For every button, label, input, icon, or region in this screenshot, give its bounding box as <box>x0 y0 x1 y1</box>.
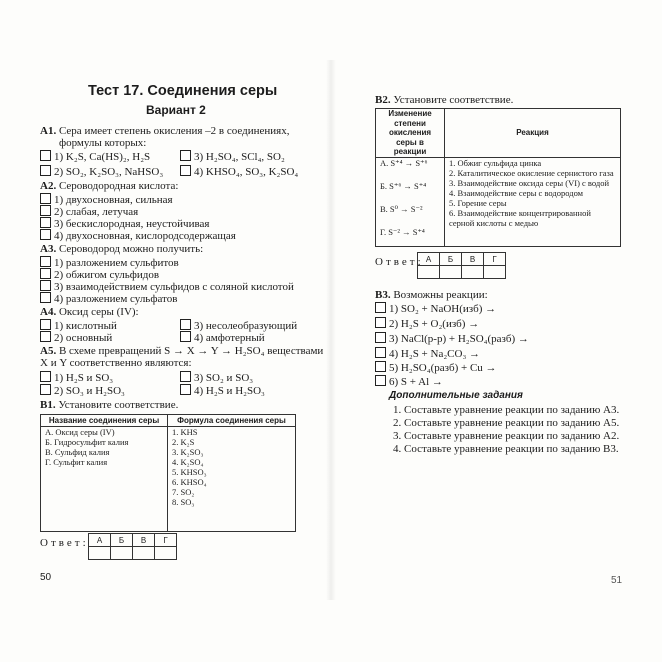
variant-label: Вариант 2 <box>146 103 206 117</box>
question-text-line1: В схеме превращений S → X → Y → H₂SO₄ веществами <box>58 345 324 357</box>
checkbox[interactable] <box>40 319 51 330</box>
list-item: В. S⁰ → S⁻² <box>380 203 423 214</box>
answer-cell[interactable] <box>462 266 484 279</box>
checkbox[interactable] <box>180 165 191 176</box>
option-a2-2[interactable]: 2) слабая, летучая <box>40 205 138 218</box>
checkbox[interactable] <box>375 302 386 313</box>
question-b3 <box>375 289 488 301</box>
option-a2-4[interactable]: 4) двухосновная, кислородсодержащая <box>40 229 236 242</box>
list-item: 2. K₂S <box>172 437 195 447</box>
b1-answer-grid[interactable] <box>88 533 177 560</box>
checkbox[interactable] <box>40 229 51 240</box>
option-a3-4[interactable]: 4) разложением сульфатов <box>40 292 177 305</box>
question-text: Сера имеет степень окисления –2 в соединениях, формулы которых: <box>58 125 290 149</box>
checkbox[interactable] <box>40 205 51 216</box>
option-a4-1[interactable]: 1) кислотный <box>40 319 117 332</box>
option-a3-2[interactable]: 2) обжигом сульфидов <box>40 268 159 281</box>
checkbox[interactable] <box>40 331 51 342</box>
checkbox[interactable] <box>375 375 386 386</box>
checkbox[interactable] <box>40 371 51 382</box>
b2-match-table <box>375 108 621 247</box>
list-item: А. S⁺⁴ → S⁺⁶ <box>380 157 428 168</box>
answer-col-header: В <box>462 253 484 266</box>
option-b3-2[interactable]: 2) H₂S + O₂(изб) → <box>375 317 479 330</box>
option-a4-3[interactable]: 3) несолеобразующий <box>180 319 297 332</box>
extra-task-4: 4. Составьте уравнение реакции по заданию В3. <box>393 443 619 455</box>
question-a5 <box>40 345 323 357</box>
checkbox[interactable] <box>180 371 191 382</box>
b1-match-table <box>40 414 296 532</box>
question-text: Установите соответствие. <box>393 94 514 106</box>
checkbox[interactable] <box>180 331 191 342</box>
answer-cell[interactable] <box>89 547 111 560</box>
checkbox[interactable] <box>40 217 51 228</box>
checkbox[interactable] <box>40 193 51 204</box>
b2-reactions-cell <box>445 157 621 246</box>
option-a3-3[interactable]: 3) взаимодействием сульфидов с соляной кислотой <box>40 280 294 293</box>
test-title: Тест 17. Соединения серы <box>88 83 278 99</box>
option-b3-4[interactable]: 4) H₂S + Na₂CO₃ → <box>375 347 480 360</box>
question-text: Сероводород можно получить: <box>58 243 204 255</box>
question-text: Установите соответствие. <box>58 399 179 411</box>
answer-col-header: Б <box>111 534 133 547</box>
b1-col1-header: Название соединения серы <box>41 415 168 427</box>
option-b3-1[interactable]: 1) SO₂ + NaOH(изб) → <box>375 302 496 315</box>
question-text: Возможны реакции: <box>393 289 488 301</box>
question-b1 <box>40 399 178 411</box>
option-a5-2[interactable]: 2) SO₃ и H₂SO₃ <box>40 384 125 397</box>
list-item: Г. Сульфит калия <box>45 457 108 467</box>
list-item: Г. S⁻² → S⁺⁴ <box>380 226 425 237</box>
option-a2-3[interactable]: 3) бескислородная, неустойчивая <box>40 217 209 230</box>
extra-task-3: 3. Составьте уравнение реакции по заданию А2. <box>393 430 620 442</box>
b1-names-cell <box>41 427 168 532</box>
answer-cell[interactable] <box>111 547 133 560</box>
option-a5-3[interactable]: 3) SO₂ и SO₃ <box>180 371 253 384</box>
list-item: 6. Взаимодействие концентрированной серной кислоты с медью <box>449 207 591 228</box>
b2-changes-cell <box>376 157 445 246</box>
question-a4 <box>40 306 139 318</box>
option-a2-1[interactable]: 1) двухосновная, сильная <box>40 193 173 206</box>
answer-cell[interactable] <box>155 547 177 560</box>
question-a2 <box>40 180 178 192</box>
option-b3-5[interactable]: 5) H₂SO₄(разб) + Cu → <box>375 361 497 374</box>
b2-col1-header: Изменение степени окисления серы в реакции <box>376 109 445 158</box>
option-a4-4[interactable]: 4) амфотерный <box>180 331 265 344</box>
option-b3-3[interactable]: 3) NaCl(р-р) + H₂SO₄(разб) → <box>375 332 529 345</box>
extra-task-2: 2. Составьте уравнение реакции по заданию А5. <box>393 417 620 429</box>
option-a4-2[interactable]: 2) основный <box>40 331 112 344</box>
list-item: 3. K₂SO₃ <box>172 447 204 457</box>
b2-answer-grid[interactable] <box>417 252 506 279</box>
extra-task-1: 1. Составьте уравнение реакции по заданию А3. <box>393 404 620 416</box>
question-number: А3. <box>40 243 57 255</box>
question-number: А5. <box>40 345 57 357</box>
list-item: 8. SO₃ <box>172 497 195 507</box>
option-a5-1[interactable]: 1) H₂S и SO₃ <box>40 371 113 384</box>
answer-cell[interactable] <box>418 266 440 279</box>
list-item: 2. Каталитическое окисление сернистого газа <box>449 167 614 178</box>
list-item: 1. Обжиг сульфида цинка <box>449 157 542 168</box>
b1-col2-header: Формула соединения серы <box>168 415 296 427</box>
list-item: 6. KHSO₄ <box>172 477 207 487</box>
list-item: 4. Взаимодействие серы с водородом <box>449 187 584 198</box>
b1-answer-label: Ответ: <box>40 537 89 549</box>
list-item: 1. KHS <box>172 427 198 437</box>
option-a1-4[interactable]: 4) KHSO₄, SO₃, K₂SO₄ <box>180 165 298 178</box>
checkbox[interactable] <box>375 361 386 372</box>
question-number: А2. <box>40 180 57 192</box>
question-a1 <box>40 125 311 149</box>
list-item: Б. S⁺⁶ → S⁺⁴ <box>380 180 427 191</box>
checkbox[interactable] <box>40 268 51 279</box>
checkbox[interactable] <box>40 256 51 267</box>
answer-cell[interactable] <box>133 547 155 560</box>
list-item: 7. SO₂ <box>172 487 195 497</box>
checkbox[interactable] <box>40 292 51 303</box>
option-a3-1[interactable]: 1) разложением сульфитов <box>40 256 179 269</box>
option-a1-1[interactable]: 1) K₂S, Ca(HS)₂, H₂S <box>40 150 150 163</box>
answer-col-header: Г <box>155 534 177 547</box>
question-number: В2. <box>375 94 391 106</box>
answer-col-header: Г <box>484 253 506 266</box>
question-number: А1. <box>40 125 57 137</box>
question-a3 <box>40 243 203 255</box>
checkbox[interactable] <box>180 150 191 161</box>
checkbox[interactable] <box>40 384 51 395</box>
list-item: А. Оксид серы (IV) <box>45 427 115 437</box>
list-item: 5. KHSO₃ <box>172 467 207 477</box>
list-item: Б. Гидросульфит калия <box>45 437 129 447</box>
answer-cell[interactable] <box>484 266 506 279</box>
answer-col-header: Б <box>440 253 462 266</box>
question-text: Сероводородная кислота: <box>58 180 179 192</box>
checkbox[interactable] <box>375 347 386 358</box>
question-number: А4. <box>40 306 57 318</box>
list-item: 3. Взаимодействие оксида серы (VI) с водой <box>449 177 610 188</box>
list-item: В. Сульфид калия <box>45 447 110 457</box>
option-b3-6[interactable]: 6) S + Al → <box>375 375 443 388</box>
option-a1-2[interactable]: 2) SO₂, K₂SO₃, NaHSO₃ <box>40 165 163 178</box>
checkbox[interactable] <box>40 165 51 176</box>
checkbox[interactable] <box>40 280 51 291</box>
page-number-left: 50 <box>40 572 52 583</box>
answer-col-header: А <box>89 534 111 547</box>
checkbox[interactable] <box>40 150 51 161</box>
list-item: 5. Горение серы <box>449 197 507 208</box>
page-number-right: 51 <box>611 575 623 586</box>
answer-col-header: В <box>133 534 155 547</box>
option-a5-4[interactable]: 4) H₂S и H₂SO₃ <box>180 384 265 397</box>
b1-formulas-cell <box>168 427 296 532</box>
list-item: 4. K₂SO₄ <box>172 457 204 467</box>
question-number: В1. <box>40 399 56 411</box>
b2-answer-label: Ответ: <box>375 256 424 268</box>
question-a5-line2: X и Y соответственно являются: <box>40 357 192 369</box>
checkbox[interactable] <box>375 332 386 343</box>
book-gutter <box>326 60 336 600</box>
question-number: В3. <box>375 289 391 301</box>
answer-cell[interactable] <box>440 266 462 279</box>
question-text: Оксид серы (IV): <box>58 306 139 318</box>
checkbox[interactable] <box>375 317 386 328</box>
answer-col-header: А <box>418 253 440 266</box>
checkbox[interactable] <box>180 384 191 395</box>
b2-col2-header: Реакция <box>445 109 621 158</box>
checkbox[interactable] <box>180 319 191 330</box>
option-a1-3[interactable]: 3) H₂SO₄, SCl₄, SO₂ <box>180 150 285 163</box>
extra-tasks-heading: Дополнительные задания <box>389 390 523 401</box>
question-b2 <box>375 94 513 106</box>
